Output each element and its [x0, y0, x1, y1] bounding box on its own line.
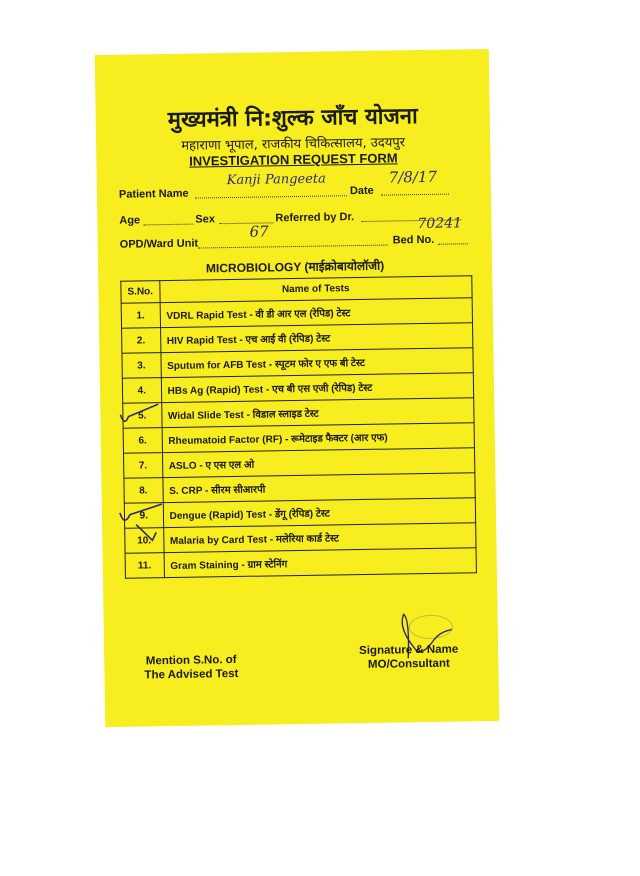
section-title: MICROBIOLOGY (माईक्रोबायोलॉजी) — [205, 258, 385, 276]
patient-name-label: Patient Name — [118, 187, 189, 201]
referred-by-label: Referred by Dr. — [275, 211, 355, 225]
row-test-name: Dengue (Rapid) Test - डेंगू (रेपिड) टेस्ट — [163, 498, 476, 528]
bed-no-line — [438, 233, 468, 244]
row-sno: 6. — [123, 428, 162, 454]
row-sno: 11. — [125, 553, 164, 579]
age-line — [143, 214, 193, 226]
row-test-name: Sputum for AFB Test - स्पूटम फोर ए एफ बी टेस्ट — [160, 348, 473, 378]
row-sno: 7. — [124, 453, 163, 479]
row-test-name: ASLO - ए एस एल ओ — [162, 448, 475, 478]
handwritten-check-marks — [114, 392, 176, 543]
row-sno: 8. — [124, 478, 163, 504]
mention-line-1: Mention S.No. of — [145, 653, 237, 668]
age-label: Age — [119, 214, 141, 227]
hospital-name: महाराणा भूपाल, राजकीय चिकित्सालय, उदयपुर — [181, 135, 406, 154]
row-sno: 10. — [125, 528, 164, 554]
row-test-name: VDRL Rapid Test - वी डी आर एल (रेपिड) टेस्ट — [160, 298, 473, 328]
row-sno: 3. — [122, 353, 161, 379]
mention-advised-test — [144, 653, 238, 682]
form-title: INVESTIGATION REQUEST FORM — [189, 150, 398, 169]
investigation-request-form — [95, 49, 500, 727]
sno-header: S.No. — [121, 281, 160, 304]
row-sno: 9. — [124, 503, 163, 529]
opd-ward-line — [198, 235, 388, 249]
opd-ward-label: OPD/Ward Unit — [119, 237, 199, 251]
row-test-name: Widal Slide Test - विडाल स्लाइड टेस्ट — [161, 398, 474, 428]
check-mark-icon — [120, 504, 162, 520]
row-test-name: Malaria by Card Test - मलेरिया कार्ड टेस्ट — [163, 523, 476, 553]
bed-no-value[interactable]: 70241 — [417, 215, 463, 233]
row-test-name: Gram Staining - ग्राम स्टेनिंग — [164, 548, 477, 578]
row-sno: 5. — [123, 403, 162, 429]
row-sno: 4. — [122, 378, 161, 404]
scheme-title: मुख्यमंत्री नि:शुल्क जाँच योजना — [167, 104, 418, 133]
row-test-name: HIV Rapid Test - एच आई वी (रेपिड) टेस्ट — [160, 323, 473, 353]
table-row[interactable] — [125, 548, 476, 579]
test-name-header: Name of Tests — [159, 276, 472, 303]
row-test-name: Rheumatoid Factor (RF) - रूमेटाइड फैक्टर (आर एफ) — [162, 423, 475, 453]
mention-line-2: The Advised Test — [144, 667, 239, 682]
check-mark-icon — [136, 524, 156, 540]
check-mark-icon — [120, 404, 158, 421]
date-value[interactable]: 7/8/17 — [388, 167, 438, 187]
row-test-name: HBs Ag (Rapid) Test - एच बी एस एजी (रेपिड) टेस्ट — [161, 373, 474, 403]
patient-name-value[interactable]: Kanji Pangeeta — [226, 171, 326, 189]
bed-no-label: Bed No. — [392, 233, 435, 247]
date-label: Date — [349, 184, 374, 198]
signature-line-2: MO/Consultant — [367, 657, 450, 671]
signature-block — [359, 643, 458, 673]
row-sno: 2. — [122, 328, 161, 354]
row-test-name: S. CRP - सीरम सीआरपी — [162, 473, 475, 503]
sex-label: Sex — [195, 213, 216, 226]
opd-ward-value[interactable]: 67 — [249, 222, 269, 241]
signature-line-1: Signature & Name — [359, 643, 459, 658]
row-sno: 1. — [121, 303, 160, 329]
